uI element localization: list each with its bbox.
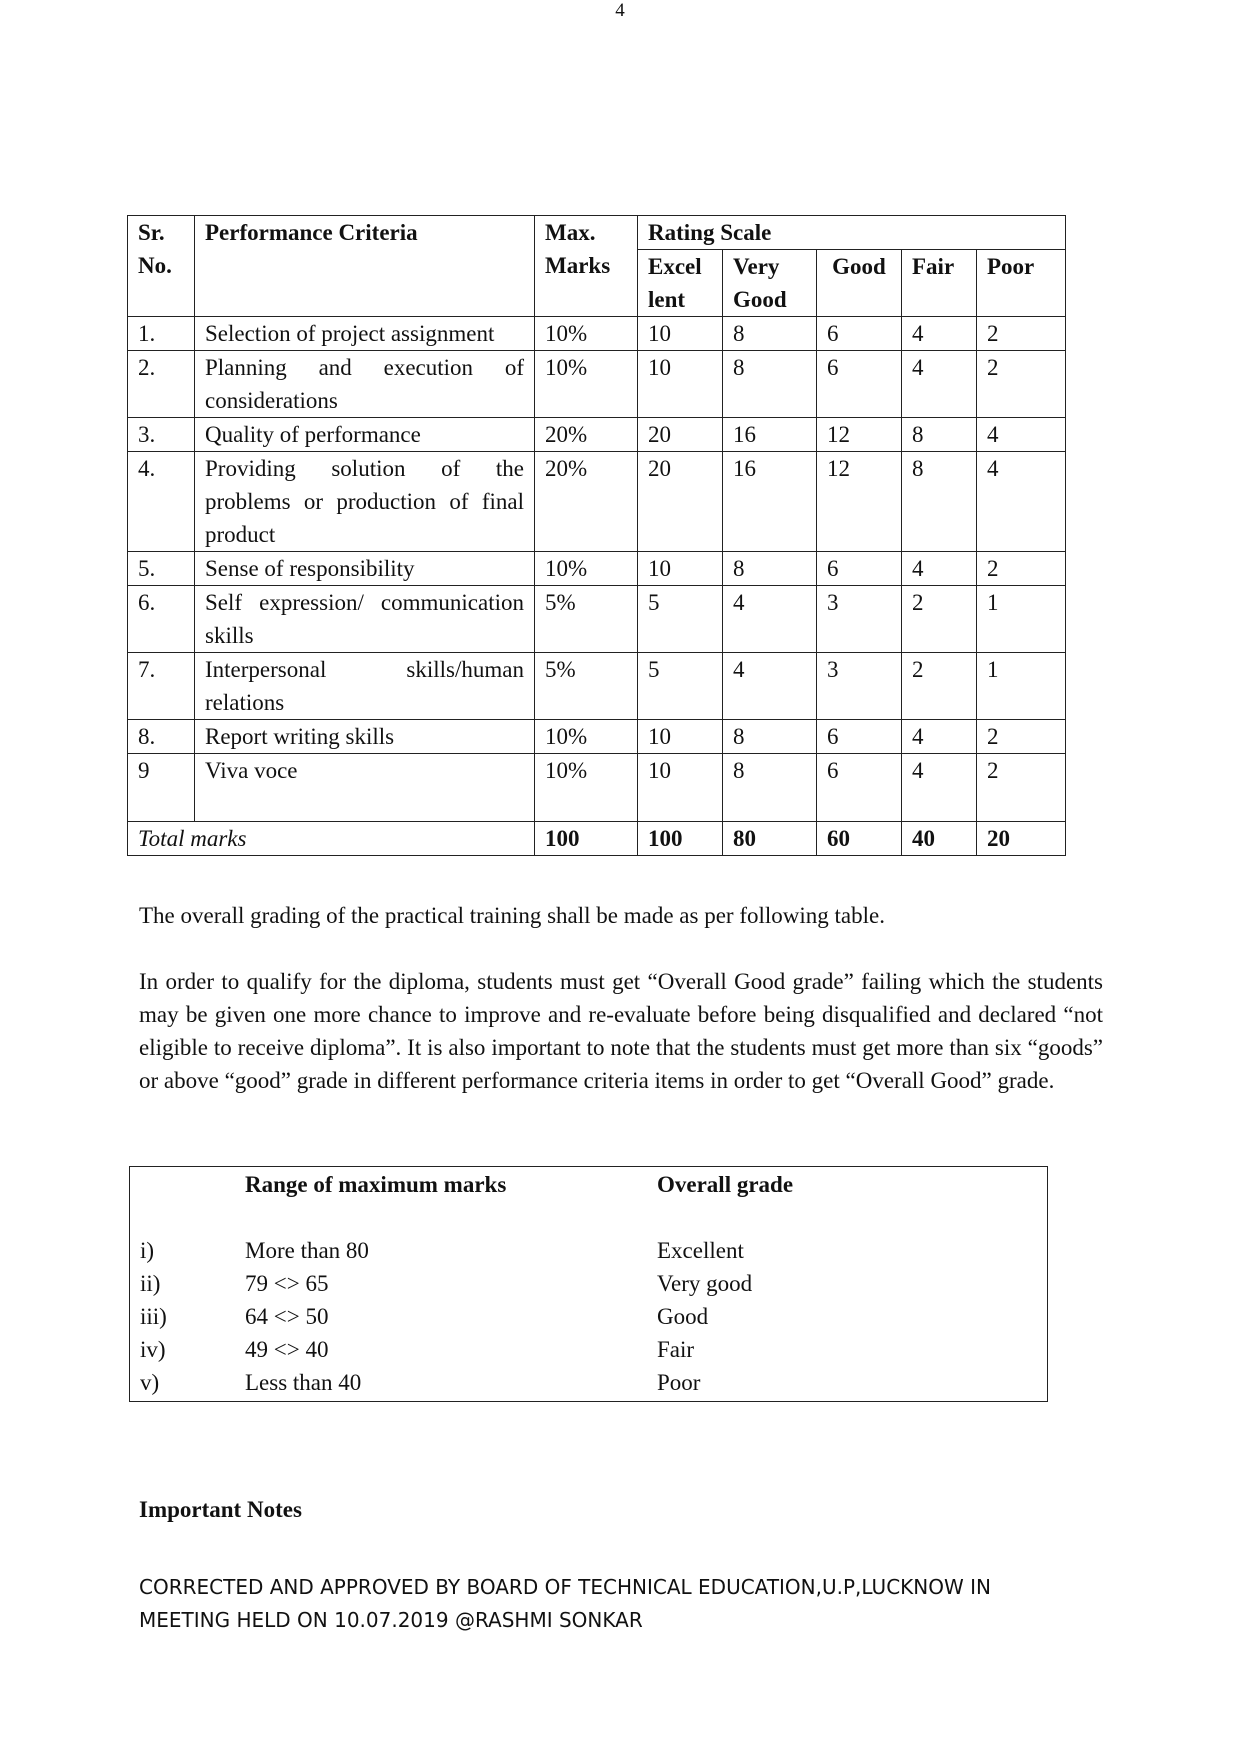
header-sr-no: Sr. No. — [128, 216, 195, 317]
good-marks: 6 — [817, 720, 902, 754]
fair-marks: 4 — [902, 754, 977, 822]
good-marks: 3 — [817, 586, 902, 653]
grade-name: Poor — [657, 1370, 701, 1395]
max-marks: 20% — [535, 418, 638, 452]
total-very-good: 80 — [723, 822, 817, 856]
table-row — [128, 586, 1066, 653]
max-marks: 10% — [535, 720, 638, 754]
grade-name: Excellent — [657, 1238, 744, 1263]
grade-index: iv) — [140, 1337, 166, 1362]
poor-marks: 4 — [977, 418, 1066, 452]
very-good-marks: 16 — [723, 452, 817, 552]
very-good-marks: 8 — [723, 720, 817, 754]
grade-index: v) — [140, 1370, 160, 1395]
sr-no: 6. — [128, 586, 195, 653]
header-max-marks: Max. Marks — [535, 216, 638, 317]
criteria-text: Interpersonal skills/human relations — [195, 653, 535, 720]
grade-row — [130, 1366, 1047, 1399]
grade-name: Very good — [657, 1271, 753, 1296]
excellent-marks: 10 — [638, 754, 723, 822]
sr-no: 9 — [128, 754, 195, 822]
poor-marks: 2 — [977, 720, 1066, 754]
fair-marks: 8 — [902, 452, 977, 552]
grade-index: ii) — [140, 1271, 161, 1296]
fair-marks: 4 — [902, 317, 977, 351]
total-good: 60 — [817, 822, 902, 856]
poor-marks: 2 — [977, 754, 1066, 822]
header-rating-scale: Rating Scale — [638, 216, 1066, 250]
poor-marks: 1 — [977, 586, 1066, 653]
excellent-marks: 5 — [638, 586, 723, 653]
total-max-marks: 100 — [535, 822, 638, 856]
table-row — [128, 452, 1066, 552]
good-marks: 6 — [817, 552, 902, 586]
performance-criteria-table — [127, 215, 1066, 856]
grade-name: Fair — [657, 1337, 695, 1362]
fair-marks: 8 — [902, 418, 977, 452]
poor-marks: 1 — [977, 653, 1066, 720]
criteria-text: Quality of performance — [195, 418, 535, 452]
max-marks: 5% — [535, 653, 638, 720]
grade-range: More than 80 — [245, 1238, 369, 1263]
criteria-text: Planning and execution of considerations — [195, 351, 535, 418]
table-row — [128, 720, 1066, 754]
grade-range: 79 <> 65 — [245, 1271, 329, 1296]
sr-no: 4. — [128, 452, 195, 552]
header-very-good: Very Good — [723, 250, 817, 317]
very-good-marks: 8 — [723, 317, 817, 351]
fair-marks: 4 — [902, 552, 977, 586]
sr-no: 8. — [128, 720, 195, 754]
grade-index: i) — [140, 1238, 155, 1263]
intro-paragraph: The overall grading of the practical training shall be made as per following table. — [139, 903, 885, 928]
criteria-text: Sense of responsibility — [195, 552, 535, 586]
table-row — [128, 418, 1066, 452]
good-marks: 6 — [817, 351, 902, 418]
grade-range: 49 <> 40 — [245, 1337, 329, 1362]
good-marks: 12 — [817, 452, 902, 552]
good-marks: 6 — [817, 754, 902, 822]
header-overall-grade: Overall grade — [657, 1172, 794, 1197]
excellent-marks: 10 — [638, 351, 723, 418]
excellent-marks: 5 — [638, 653, 723, 720]
excellent-marks: 20 — [638, 418, 723, 452]
max-marks: 10% — [535, 754, 638, 822]
header-performance-criteria: Performance Criteria — [195, 216, 535, 317]
grade-row — [130, 1300, 1047, 1333]
grade-row — [130, 1234, 1047, 1267]
very-good-marks: 8 — [723, 552, 817, 586]
sr-no: 2. — [128, 351, 195, 418]
sr-no: 1. — [128, 317, 195, 351]
excellent-marks: 10 — [638, 720, 723, 754]
table-row — [128, 552, 1066, 586]
criteria-text: Self expression/ communication skills — [195, 586, 535, 653]
table-row — [128, 754, 1066, 822]
criteria-text: Viva voce — [195, 754, 535, 822]
excellent-marks: 20 — [638, 452, 723, 552]
very-good-marks: 16 — [723, 418, 817, 452]
fair-marks: 4 — [902, 351, 977, 418]
very-good-marks: 8 — [723, 351, 817, 418]
excellent-marks: 10 — [638, 552, 723, 586]
table-row — [128, 351, 1066, 418]
max-marks: 20% — [535, 452, 638, 552]
criteria-text: Providing solution of the problems or production of final product — [195, 452, 535, 552]
grade-range: 64 <> 50 — [245, 1304, 329, 1329]
good-marks: 12 — [817, 418, 902, 452]
overall-grading-table — [129, 1166, 1048, 1402]
poor-marks: 2 — [977, 552, 1066, 586]
header-excellent: Excel lent — [638, 250, 723, 317]
sr-no: 7. — [128, 653, 195, 720]
table-row — [128, 653, 1066, 720]
footer-line: CORRECTED AND APPROVED BY BOARD OF TECHNICAL EDUCATION,U.P,LUCKNOW IN — [139, 1575, 991, 1599]
criteria-text: Report writing skills — [195, 720, 535, 754]
total-fair: 40 — [902, 822, 977, 856]
sr-no: 3. — [128, 418, 195, 452]
qualify-paragraph: In order to qualify for the diploma, students must get “Overall Good grade” failing which the students may be given one more chance to improve and re-evaluate before being disqualified and declared “not eligible to receive diploma”. It is also important to note that the students must get more than six “goods” or above “good” grade in different performance criteria items in order to get “Overall Good” grade. — [139, 969, 1103, 1093]
fair-marks: 2 — [902, 586, 977, 653]
poor-marks: 2 — [977, 317, 1066, 351]
criteria-text: Selection of project assignment — [195, 317, 535, 351]
total-poor: 20 — [977, 822, 1066, 856]
very-good-marks: 4 — [723, 653, 817, 720]
footer-line: MEETING HELD ON 10.07.2019 @RASHMI SONKAR — [139, 1608, 643, 1632]
max-marks: 5% — [535, 586, 638, 653]
fair-marks: 2 — [902, 653, 977, 720]
grade-name: Good — [657, 1304, 709, 1329]
very-good-marks: 4 — [723, 586, 817, 653]
page-number: 4 — [615, 0, 625, 21]
header-good: Good — [817, 250, 902, 317]
good-marks: 6 — [817, 317, 902, 351]
max-marks: 10% — [535, 317, 638, 351]
good-marks: 3 — [817, 653, 902, 720]
sr-no: 5. — [128, 552, 195, 586]
header-fair: Fair — [902, 250, 977, 317]
total-row — [128, 822, 1066, 856]
grade-row — [130, 1333, 1047, 1366]
excellent-marks: 10 — [638, 317, 723, 351]
fair-marks: 4 — [902, 720, 977, 754]
approval-footer — [139, 1571, 1139, 1637]
poor-marks: 2 — [977, 351, 1066, 418]
grade-index: iii) — [140, 1304, 167, 1329]
poor-marks: 4 — [977, 452, 1066, 552]
very-good-marks: 8 — [723, 754, 817, 822]
grade-range: Less than 40 — [245, 1370, 362, 1395]
important-notes-heading: Important Notes — [139, 1497, 302, 1522]
total-label: Total marks — [128, 822, 535, 856]
max-marks: 10% — [535, 552, 638, 586]
header-range: Range of maximum marks — [245, 1172, 507, 1197]
header-poor: Poor — [977, 250, 1066, 317]
total-excellent: 100 — [638, 822, 723, 856]
grade-row — [130, 1267, 1047, 1300]
table-row — [128, 317, 1066, 351]
max-marks: 10% — [535, 351, 638, 418]
